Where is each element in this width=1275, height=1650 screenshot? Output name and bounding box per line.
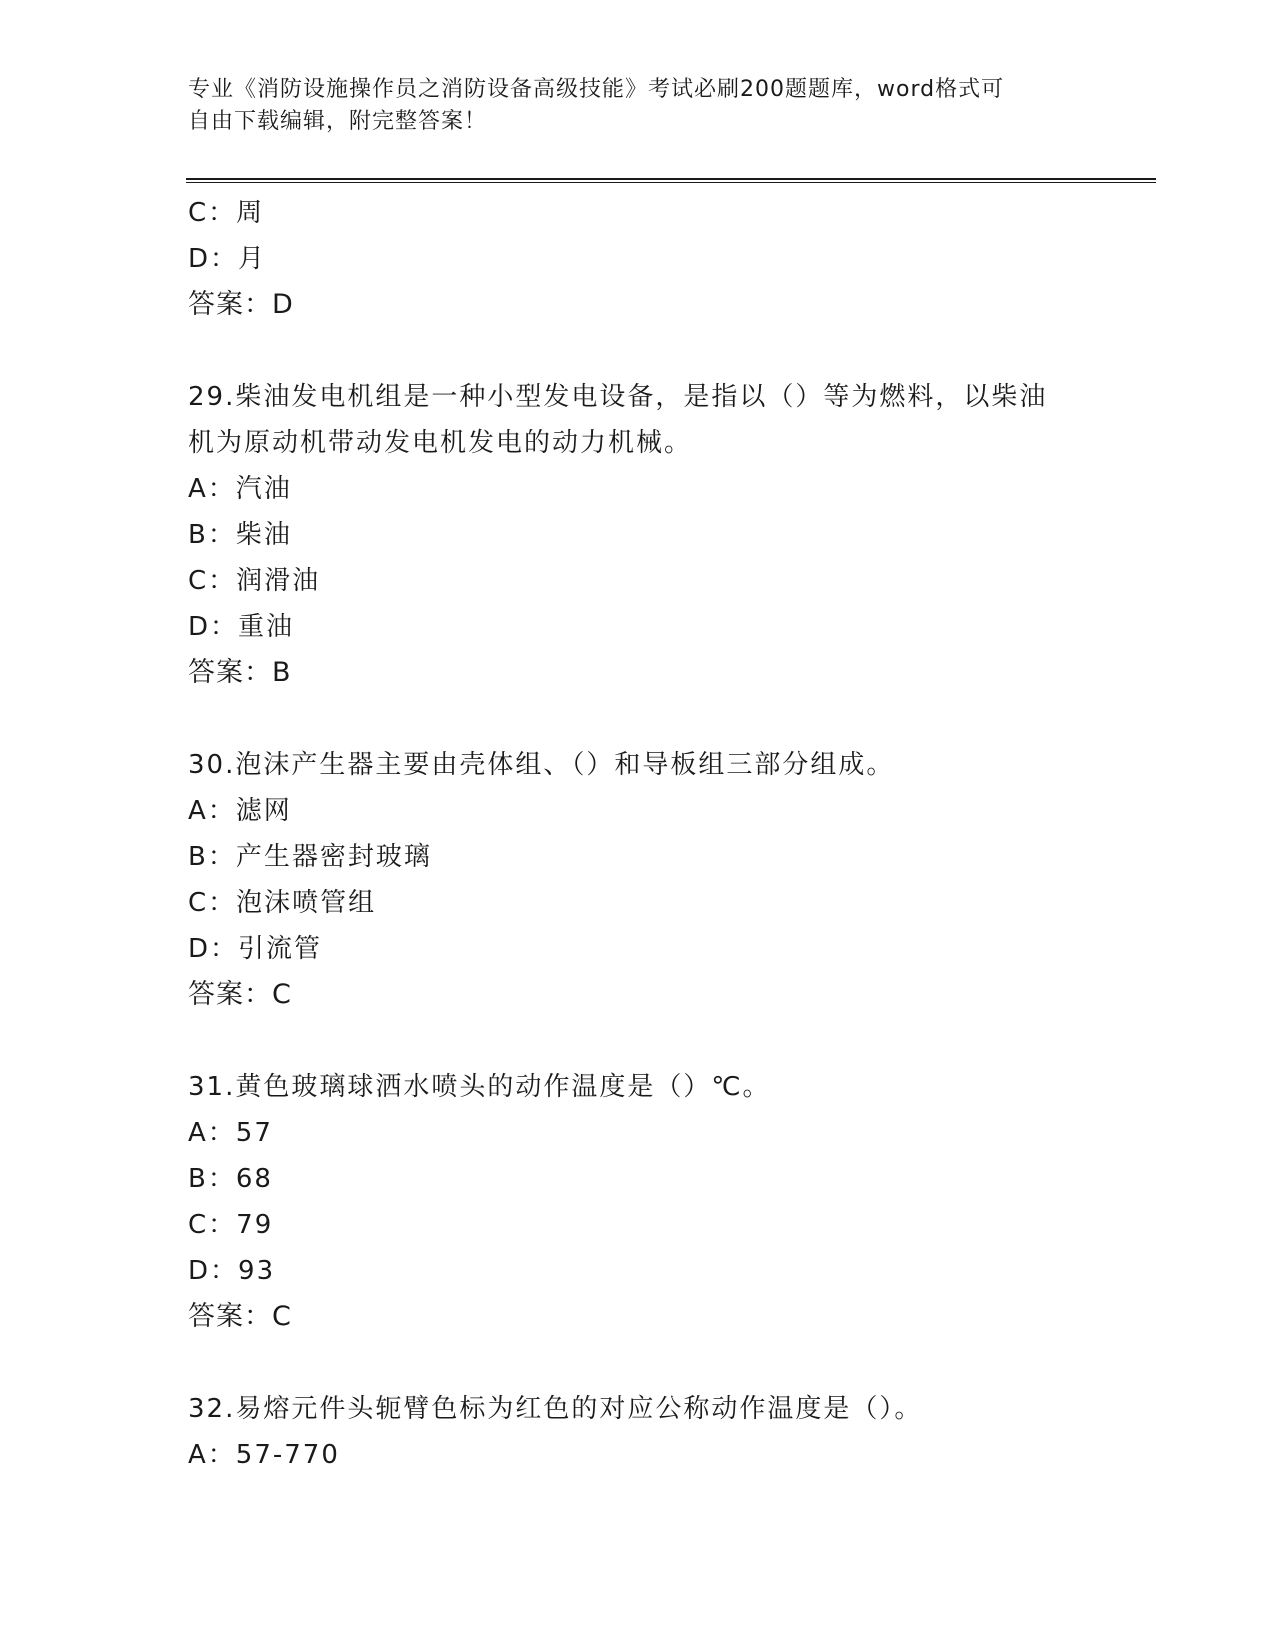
option-d: D：93 bbox=[188, 1256, 276, 1286]
question-31 bbox=[188, 1064, 1148, 1340]
spacer bbox=[188, 1340, 1148, 1386]
option-c: C：周 bbox=[188, 198, 265, 228]
answer: 答案：C bbox=[188, 979, 292, 1010]
option-c: C：泡沫喷管组 bbox=[188, 888, 377, 918]
answer: 答案：D bbox=[188, 289, 294, 320]
question-28-continued bbox=[188, 190, 1148, 328]
spacer bbox=[188, 1018, 1148, 1064]
spacer bbox=[188, 328, 1148, 374]
option-a: A：57-770 bbox=[188, 1440, 340, 1470]
option-d: D：重油 bbox=[188, 612, 295, 642]
option-d: D：月 bbox=[188, 244, 267, 274]
question-29 bbox=[188, 374, 1148, 696]
question-stem: 32.易熔元件头轭臂色标为红色的对应公称动作温度是（）。 bbox=[188, 1394, 923, 1424]
question-stem-continued: 机为原动机带动发电机发电的动力机械。 bbox=[188, 428, 693, 458]
question-stem: 29.柴油发电机组是一种小型发电设备，是指以（）等为燃料，以柴油 bbox=[188, 382, 1048, 412]
question-list bbox=[188, 190, 1148, 1478]
option-b: B：产生器密封玻璃 bbox=[188, 842, 432, 872]
question-stem: 31.黄色玻璃球洒水喷头的动作温度是（）℃。 bbox=[188, 1072, 771, 1102]
header-line-1: 专业《消防设施操作员之消防设备高级技能》考试必刷200题题库，word格式可 bbox=[188, 77, 1005, 102]
question-32 bbox=[188, 1386, 1148, 1478]
option-a: A：滤网 bbox=[188, 796, 292, 826]
option-a: A：57 bbox=[188, 1118, 273, 1148]
header-divider bbox=[186, 178, 1156, 183]
option-d: D：引流管 bbox=[188, 934, 323, 964]
question-30 bbox=[188, 742, 1148, 1018]
page-header bbox=[188, 74, 1088, 138]
option-b: B：68 bbox=[188, 1164, 273, 1194]
spacer bbox=[188, 696, 1148, 742]
question-stem: 30.泡沫产生器主要由壳体组、（）和导板组三部分组成。 bbox=[188, 750, 895, 780]
answer: 答案：C bbox=[188, 1301, 292, 1332]
option-b: B：柴油 bbox=[188, 520, 292, 550]
answer: 答案：B bbox=[188, 657, 292, 688]
option-a: A：汽油 bbox=[188, 474, 292, 504]
header-line-2: 自由下载编辑，附完整答案！ bbox=[188, 109, 488, 134]
option-c: C：79 bbox=[188, 1210, 274, 1240]
option-c: C：润滑油 bbox=[188, 566, 321, 596]
